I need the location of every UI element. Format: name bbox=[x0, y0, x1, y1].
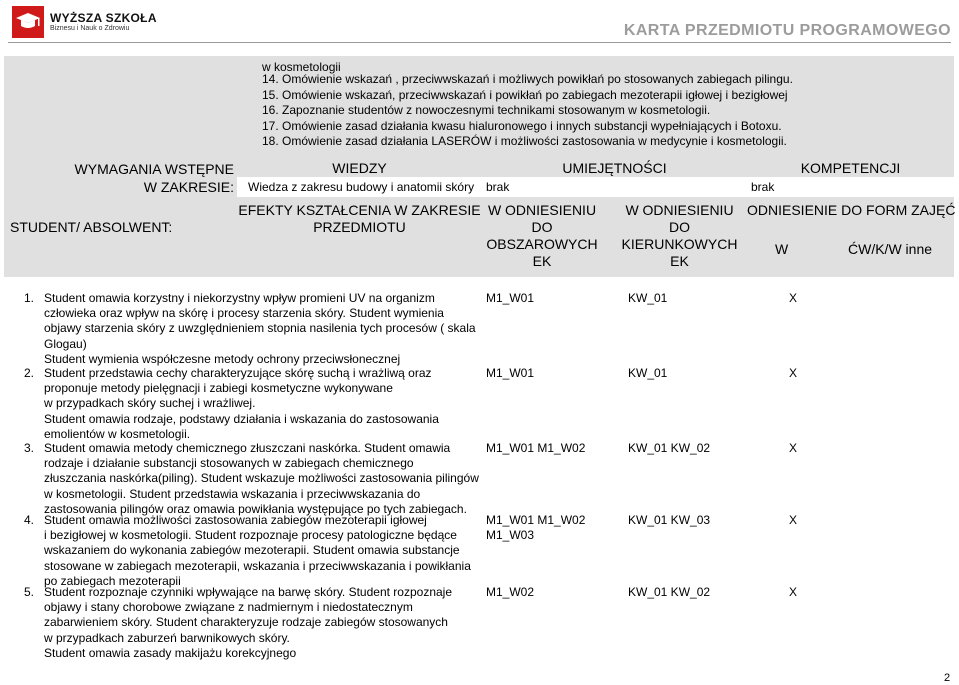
area-effect-code: M1_W01 bbox=[486, 291, 535, 305]
area-effect-code: M1_W02 bbox=[486, 585, 535, 599]
effect-description bbox=[24, 441, 479, 517]
content-list bbox=[262, 72, 793, 150]
lecture-mark: X bbox=[789, 366, 798, 380]
item-text: Omówienie wskazań, przeciwwskazań i powikłań po zabiegach mezoterapii igłowej i bezigłowej bbox=[282, 87, 788, 102]
field-effects-header bbox=[612, 202, 747, 270]
lecture-mark: X bbox=[789, 441, 798, 455]
list-item bbox=[262, 119, 793, 135]
page-header bbox=[0, 0, 959, 56]
class-form-header: ODNIESIENIE DO FORM ZAJĘĆ bbox=[747, 202, 956, 218]
effect-description bbox=[24, 513, 471, 589]
effect-line: złuszczania naskórka(piling). Student wskazuje możliwości zastosowania pilingów bbox=[44, 471, 479, 486]
content-intro: w kosmetologii bbox=[262, 60, 341, 74]
requirements-label-line: W ZAKRESIE: bbox=[143, 179, 234, 195]
area-effect-code: M1_W01 M1_W02 bbox=[486, 441, 586, 455]
effect-line: Student rozpoznaje czynniki wpływające na barwę skóry. Student rozpoznaje bbox=[44, 585, 452, 599]
effect-line: zabarwieniem skóry. Student charakteryzuje rodzaje zabiegów stosowanych bbox=[44, 615, 448, 630]
effect-number: 5. bbox=[24, 585, 35, 599]
area-effects-header bbox=[482, 202, 602, 270]
effect-line: objawy i stany chorobowe związane z nadmiernym i niedostatecznym bbox=[44, 600, 413, 615]
field-effect-code: KW_01 bbox=[628, 366, 668, 380]
effect-line: Student omawia korzystny i niekorzystny wpływ promieni UV na organizm bbox=[44, 291, 435, 305]
exercise-header: ĆW/K/W inne bbox=[848, 241, 933, 257]
student-label: STUDENT/ ABSOLWENT: bbox=[10, 219, 173, 235]
effect-line: w przypadkach skóry suchej i wrażliwej. bbox=[44, 396, 256, 411]
effect-line: stosowane w zabiegach mezoterapii, wskazania i przeciwwskazania i powikłania bbox=[44, 558, 471, 573]
knowledge-value: Wiedza z zakresu budowy i anatomii skóry bbox=[248, 180, 475, 194]
header-line: EK bbox=[670, 253, 689, 269]
item-text: Omówienie zasad działania LASERÓW i możliwości zastosowania w medycynie i kosmetologii. bbox=[282, 134, 787, 148]
area-effect-code: M1_W01 bbox=[486, 366, 535, 380]
header-line: DO bbox=[669, 219, 690, 235]
effect-description bbox=[24, 366, 454, 442]
lecture-mark: X bbox=[789, 291, 798, 305]
field-effect-code: KW_01 KW_02 bbox=[628, 441, 711, 455]
effect-line: Student wymienia współczesne metody ochrony przeciwsłonecznej bbox=[44, 351, 401, 366]
list-item bbox=[262, 134, 793, 150]
list-item bbox=[262, 88, 793, 104]
header-line: W ODNIESIENIU bbox=[625, 202, 734, 218]
effect-line: w kosmetologii. Student przedstawia wskazania i przeciwwskazania do bbox=[44, 486, 421, 501]
skills-header: UMIEJĘTNOŚCI bbox=[562, 160, 667, 176]
competences-header: KOMPETENCJI bbox=[800, 160, 901, 176]
area-effect-code bbox=[486, 513, 585, 543]
effect-line: proponuje metody pielęgnacji i zabiegi kosmetyczne wykonywane bbox=[44, 381, 393, 396]
document-title: KARTA PRZEDMIOTU PROGRAMOWEGO bbox=[623, 22, 951, 39]
logo-name: WYŻSZA SZKOŁA bbox=[50, 11, 157, 25]
effect-line: emolientów w kosmetologii. bbox=[44, 426, 191, 441]
effect-description bbox=[24, 291, 476, 367]
effect-number: 3. bbox=[24, 441, 35, 455]
effect-line: zastosowania pilingów oraz omawia powikłania występujące po tych zabiegach. bbox=[44, 501, 467, 516]
effect-line: i bezigłowej w kosmetologii. Student rozpoznaje procesy patologiczne będące bbox=[44, 528, 457, 543]
header-line: W ODNIESIENIU DO bbox=[487, 202, 597, 235]
list-item bbox=[262, 103, 793, 119]
list-item bbox=[262, 72, 793, 88]
effect-line: człowieka oraz wpływ na skórę i procesy starzenia skóry. Student wymienia bbox=[44, 306, 444, 321]
item-text: Omówienie zasad działania kwasu hialuronowego i innych substancji wypełniających i Botoxu. bbox=[282, 118, 782, 133]
item-number: 15. bbox=[262, 87, 279, 102]
logo-tagline: Biznesu i Nauk o Zdrowiu bbox=[50, 25, 130, 32]
effect-line: rodzaje i działanie substancji stosowanych w zabiegach chemicznego bbox=[44, 456, 414, 471]
effect-line: Student omawia zasady makijażu korekcyjnego bbox=[44, 645, 297, 660]
effect-line: objawy starzenia skóry z uwzględnieniem stopnia nasilenia tych procesów ( skala bbox=[44, 321, 476, 336]
header-line: KIERUNKOWYCH bbox=[621, 236, 738, 252]
header-line: OBSZAROWYCH EK bbox=[486, 236, 598, 269]
page-number: 2 bbox=[944, 672, 951, 684]
effect-line: Student przedstawia cechy charakteryzujące skórę suchą i wrażliwą oraz bbox=[44, 366, 432, 380]
graduation-cap-icon bbox=[12, 6, 44, 38]
effect-number: 1. bbox=[24, 291, 35, 305]
area-effect-code-line: M1_W03 bbox=[486, 528, 535, 543]
item-text: Omówienie wskazań , przeciwwskazań i możliwych powikłań po stosowanych zabiegach pilingu. bbox=[282, 72, 793, 86]
effect-description bbox=[24, 585, 454, 661]
lecture-mark: X bbox=[789, 585, 798, 599]
field-effect-code: KW_01 KW_03 bbox=[628, 513, 711, 527]
effect-line: Student omawia możliwości zastosowania zabiegów mezoterapii igłowej bbox=[44, 513, 427, 527]
effect-number: 2. bbox=[24, 366, 35, 380]
requirements-label bbox=[28, 160, 234, 196]
knowledge-header: WIEDZY bbox=[332, 160, 387, 176]
effect-line: Glogau) bbox=[44, 336, 87, 351]
effect-number: 4. bbox=[24, 513, 35, 527]
area-effect-code-line: M1_W01 M1_W02 bbox=[486, 513, 586, 527]
requirements-label-line: WYMAGANIA WSTĘPNE bbox=[74, 161, 234, 177]
effect-line: Student omawia metody chemicznego złuszczani naskórka. Student omawia bbox=[44, 441, 451, 455]
competences-value: brak bbox=[751, 180, 775, 194]
effect-line: Student omawia rodzaje, podstawy działania i wskazania do zastosowania bbox=[44, 411, 439, 426]
header-divider bbox=[8, 42, 951, 43]
field-effect-code: KW_01 KW_02 bbox=[628, 585, 711, 599]
item-number: 17. bbox=[262, 118, 279, 133]
effect-line: wskazaniem do wykonania zabiegów mezoterapii. Student omawia substancje bbox=[44, 543, 460, 558]
item-text: Zapoznanie studentów z nowoczesnymi technikami stosowanym w kosmetologii. bbox=[282, 103, 711, 117]
lecture-header: W bbox=[775, 241, 789, 257]
item-number: 16. bbox=[262, 103, 279, 117]
item-number: 14. bbox=[262, 72, 279, 86]
lecture-mark: X bbox=[789, 513, 798, 527]
effects-header: EFEKTY KSZTAŁCENIA W ZAKRESIE PRZEDMIOTU bbox=[238, 202, 481, 235]
school-logo bbox=[12, 6, 157, 38]
effect-line: po zabiegach mezoterapii bbox=[44, 573, 181, 588]
item-number: 18. bbox=[262, 134, 279, 148]
effect-line: w przypadkach zaburzeń barwnikowych skóry. bbox=[44, 630, 290, 645]
skills-value: brak bbox=[486, 180, 510, 194]
field-effect-code: KW_01 bbox=[628, 291, 668, 305]
